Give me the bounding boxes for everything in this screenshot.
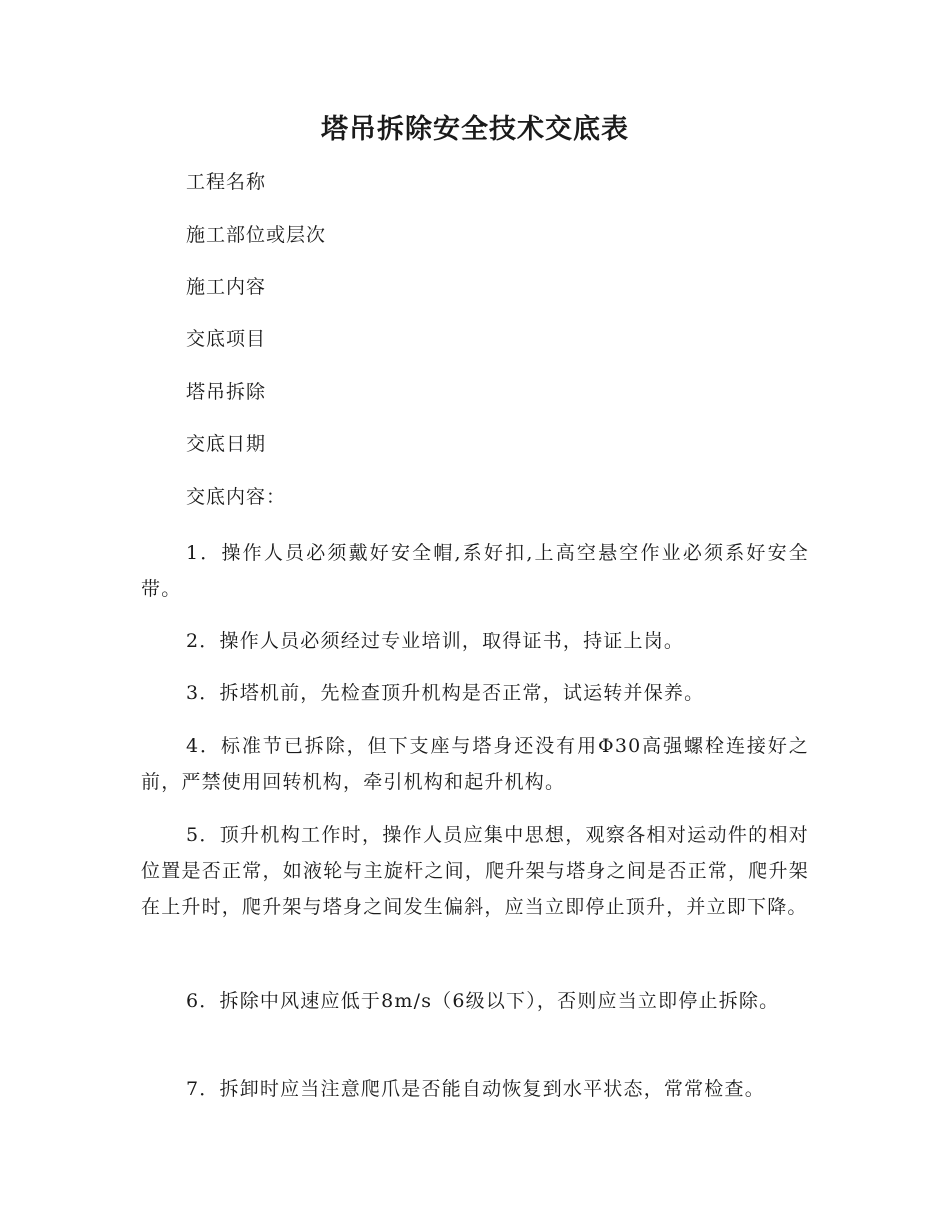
field-briefing-item: 交底项目 (186, 328, 267, 350)
item-5: 5．顶升机构工作时，操作人员应集中思想，观察各相对运动件的相对位置是否正常，如液轮与主旋杆之间，爬升架与塔身之间是否正常，爬升架在上升时，爬升架与塔身之间发生偏斜，应当立即停止顶升，并立即下降。 (141, 824, 809, 918)
field-construction-content: 施工内容 (186, 276, 267, 298)
field-project-name: 工程名称 (186, 171, 267, 193)
field-tower-crane-removal: 塔吊拆除 (186, 381, 267, 403)
item-2: 2．操作人员必须经过专业培训，取得证书，持证上岗。 (186, 630, 685, 652)
page-title: 塔吊拆除安全技术交底表 (321, 114, 629, 145)
field-briefing-content: 交底内容： (186, 486, 287, 508)
field-briefing-date: 交底日期 (186, 433, 267, 455)
item-3: 3．拆塔机前，先检查顶升机构是否正常，试运转并保养。 (186, 682, 705, 704)
item-1: 1．操作人员必须戴好安全帽,系好扣,上高空悬空作业必须系好安全带。 (141, 542, 809, 600)
item-4: 4．标准节已拆除，但下支座与塔身还没有用Φ30高强螺栓连接好之前，严禁使用回转机构，牵引机构和起升机构。 (141, 735, 809, 793)
item-7: 7．拆卸时应当注意爬爪是否能自动恢复到水平状态，常常检查。 (186, 1078, 765, 1100)
item-6: 6．拆除中风速应低于8m/s（6级以下），否则应当立即停止拆除。 (186, 990, 780, 1012)
field-construction-location: 施工部位或层次 (186, 224, 327, 246)
